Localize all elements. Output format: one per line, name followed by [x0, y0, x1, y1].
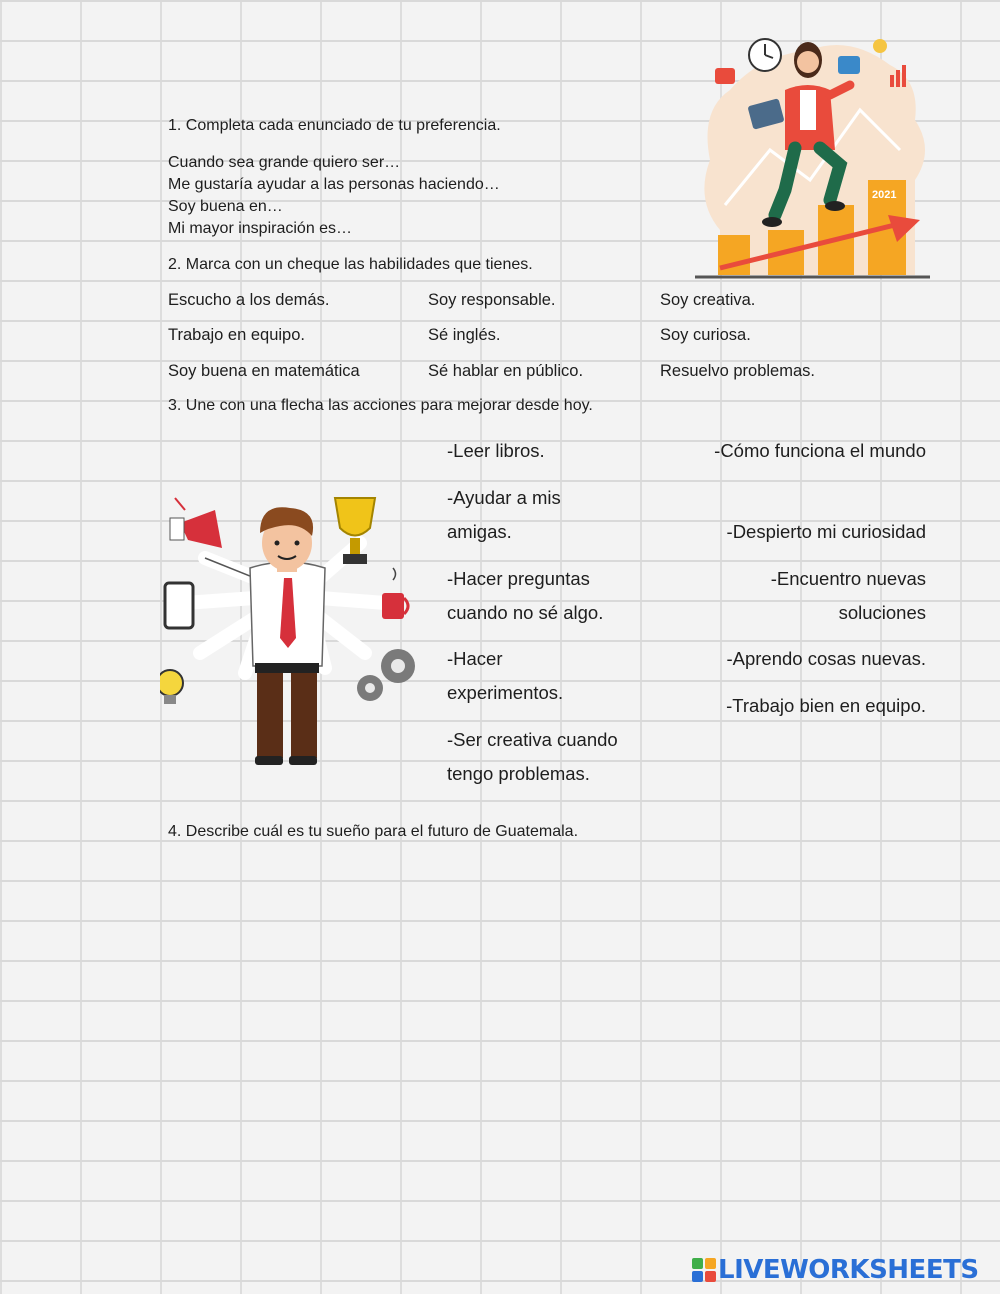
phone-icon [165, 583, 193, 628]
skill-trabajo-equipo[interactable]: Trabajo en equipo. [168, 326, 305, 344]
result-aprendo-cosas[interactable]: -Aprendo cosas nuevas. [726, 648, 926, 669]
liveworksheets-wordmark: LIVEWORKSHEETS [718, 1255, 979, 1285]
q1-prompt-4: Mi mayor inspiración es… [168, 220, 353, 237]
year-label: 2021 [872, 189, 897, 201]
result-despierto-curiosidad[interactable]: -Despierto mi curiosidad [726, 521, 926, 542]
q1-heading: 1. Completa cada enunciado de tu preferencia. [168, 117, 501, 134]
action-ser-creativa[interactable]: -Ser creativa cuando tengo problemas. [447, 729, 618, 784]
skill-creativa[interactable]: Soy creativa. [660, 291, 756, 309]
lightbulb-icon [873, 39, 887, 53]
q1-prompt-1: Cuando sea grande quiero ser… [168, 154, 401, 171]
skill-hablar-publico[interactable]: Sé hablar en público. [428, 362, 584, 380]
q2-heading: 2. Marca con un cheque las habilidades que tienes. [168, 256, 533, 273]
trophy-icon [335, 498, 375, 536]
action-hacer-preguntas[interactable]: -Hacer preguntas cuando no sé algo. [447, 568, 604, 623]
result-encuentro-soluciones[interactable]: -Encuentro nuevas soluciones [770, 568, 926, 623]
q1-prompt-2: Me gustaría ayudar a las personas haciendo… [168, 176, 500, 193]
result-trabajo-equipo[interactable]: -Trabajo bien en equipo. [726, 695, 926, 716]
skill-curiosa[interactable]: Soy curiosa. [660, 326, 751, 344]
light-bulb-icon [160, 670, 183, 696]
q4-heading: 4. Describe cuál es tu sueño para el futuro de Guatemala. [168, 823, 579, 840]
skill-ingles[interactable]: Sé inglés. [428, 326, 501, 344]
liveworksheets-logo[interactable] [692, 1255, 979, 1285]
skill-responsable[interactable]: Soy responsable. [428, 291, 556, 309]
q1-prompts [168, 152, 500, 240]
coffee-cup-icon [382, 593, 404, 619]
megaphone-icon [180, 510, 222, 548]
like-bubble-icon [838, 56, 860, 74]
skill-resuelvo-problemas[interactable]: Resuelvo problemas. [660, 362, 815, 380]
q3-heading: 3. Une con una flecha las acciones para mejorar desde hoy. [168, 397, 593, 414]
thumbs-up-bubble-icon [715, 68, 735, 84]
success-woman-illustration [690, 30, 940, 285]
skill-matematica[interactable]: Soy buena en matemática [168, 362, 360, 380]
action-leer-libros[interactable]: -Leer libros. [447, 440, 545, 461]
q1-prompt-3: Soy buena en… [168, 198, 283, 215]
result-como-funciona[interactable]: -Cómo funciona el mundo [714, 440, 926, 461]
action-hacer-experimentos[interactable]: -Hacer experimentos. [447, 648, 564, 703]
multitasking-man-illustration [160, 488, 420, 773]
action-ayudar-amigas[interactable]: -Ayudar a mis amigas. [447, 487, 561, 542]
skill-escucho[interactable]: Escucho a los demás. [168, 291, 330, 309]
liveworksheets-mark-icon [692, 1258, 716, 1282]
